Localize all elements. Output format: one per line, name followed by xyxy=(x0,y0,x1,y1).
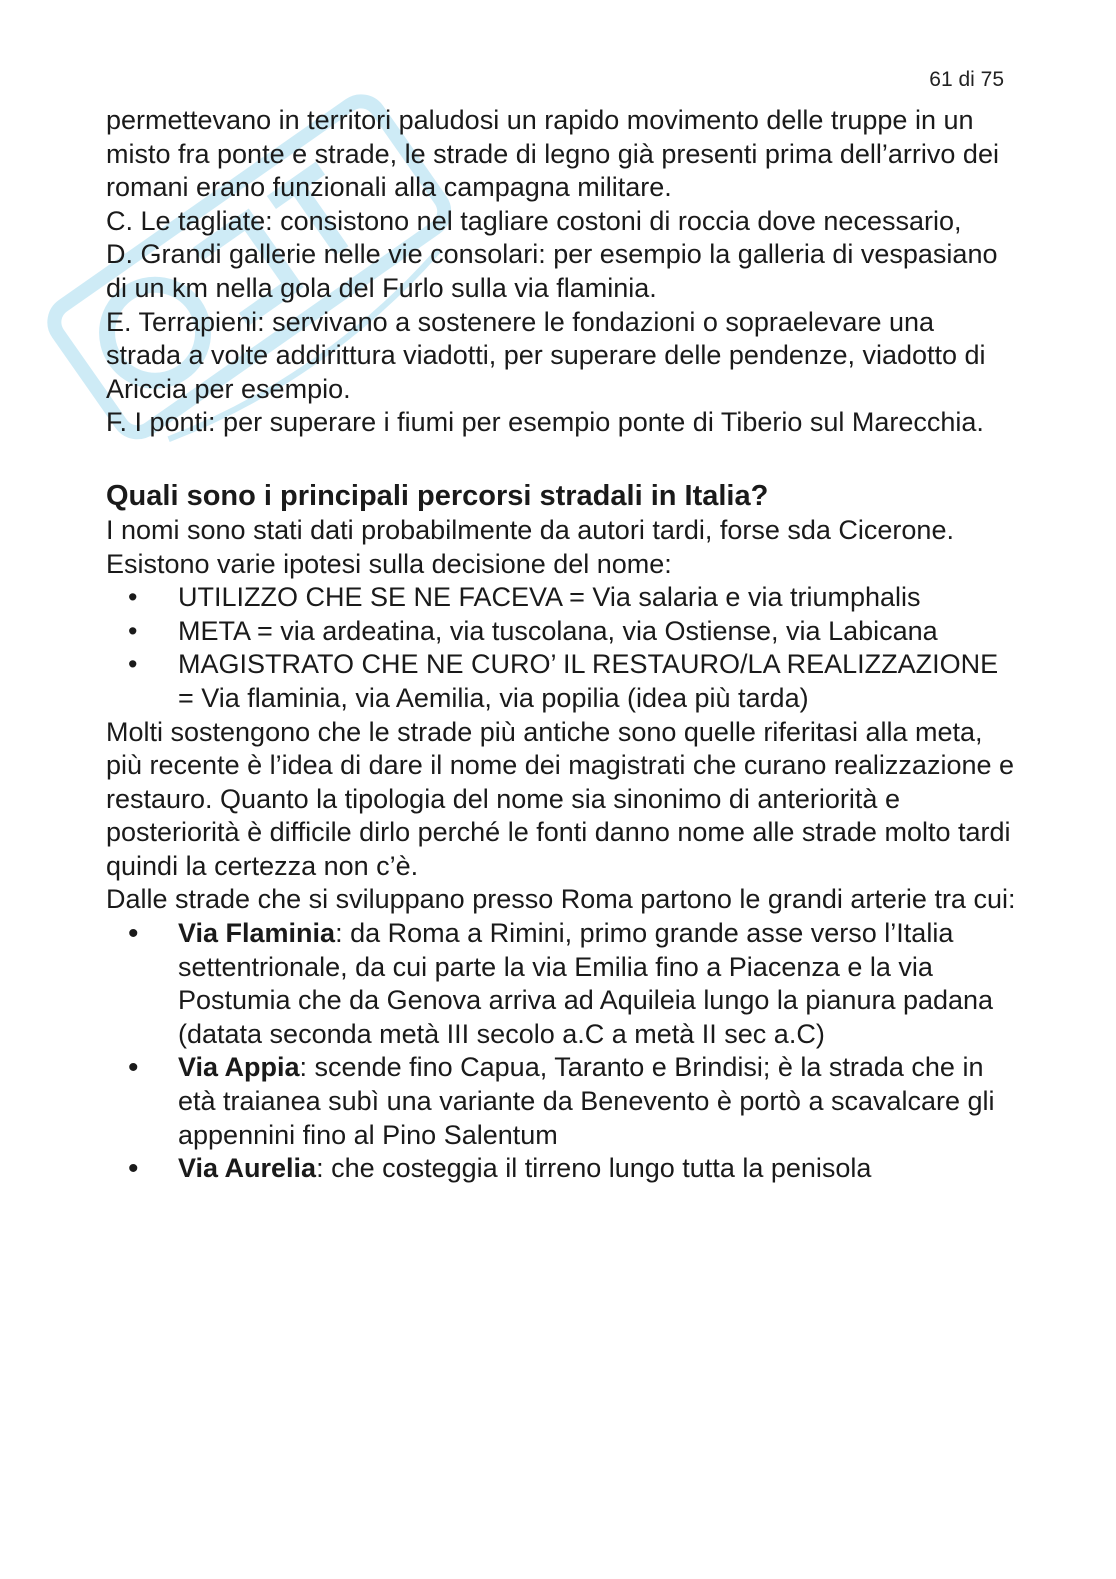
list-item xyxy=(106,581,1016,615)
road-description: : che costeggia il tirreno lungo tutta la penisola xyxy=(316,1153,872,1184)
body-paragraph: Molti sostengono che le strade più antiche sono quelle riferitasi alla meta, più recente è l’idea di dare il nome dei magistrati che curano realizzazione e restauro. Quanto la tipologia del nome sia sinonimo di anteriorità e posteriorità è difficile dirlo perché le fonti danno nome alle strade molto tardi quindi la certezza non c’è. xyxy=(106,716,1015,881)
road-name: Via Flaminia xyxy=(178,918,336,949)
main-roads-list xyxy=(106,917,1016,1186)
list-item xyxy=(106,917,1016,1051)
page-number: 61 di 75 xyxy=(929,68,1004,91)
paragraph-terrapieni: E. Terrapieni: servivano a sostenere le fondazioni o sopraelevare una strada a volte addirittura viadotti, per superare delle pendenze, viadotto di Ariccia per esempio. xyxy=(106,306,986,404)
list-item-text: UTILIZZO CHE SE NE FACEVA = Via salaria e via triumphalis xyxy=(178,582,921,613)
paragraph-ponti: F. I ponti: per superare i fiumi per esempio ponte di Tiberio sul Marecchia. xyxy=(106,407,984,438)
intro-paragraph: I nomi sono stati dati probabilmente da autori tardi, forse sda Cicerone. xyxy=(106,514,954,545)
road-description: : scende fino Capua, Taranto e Brindisi; è la strada che in età traianea subì una variante da Benevento è portò a scavalcare gli appennini fino al Pino Salentum xyxy=(178,1052,995,1150)
section-heading: Quali sono i principali percorsi stradali in Italia? xyxy=(106,479,769,512)
road-description: : da Roma a Rimini, primo grande asse verso l’Italia settentrionale, da cui parte la via Emilia fino a Piacenza e la via Postumia che da Genova arriva ad Aquileia lungo la pianura padana (datata seconda metà III secolo a.C a metà II sec a.C) xyxy=(178,918,994,1049)
paragraph-gallerie: D. Grandi gallerie nelle vie consolari: per esempio la galleria di vespasiano di un km nella gola del Furlo sulla via flaminia. xyxy=(106,239,998,303)
naming-hypotheses-list xyxy=(106,581,1016,715)
list-item xyxy=(106,648,1016,715)
list-item xyxy=(106,1152,1016,1186)
bullet-icon: • xyxy=(128,615,138,646)
bullet-icon: • xyxy=(128,1051,139,1085)
intro-paragraph: Esistono varie ipotesi sulla decisione del nome: xyxy=(106,548,672,579)
bullet-icon: • xyxy=(128,1152,139,1186)
bullet-icon: • xyxy=(128,582,138,613)
list-item-text: MAGISTRATO CHE NE CURO’ IL RESTAURO/LA REALIZZAZIONE = Via flaminia, via Aemilia, via popilia (idea più tarda) xyxy=(178,649,999,713)
paragraph-continuation: permettevano in territori paludosi un rapido movimento delle truppe in un misto fra ponte e strade, le strade di legno già presenti prima dell’arrivo dei romani erano funzionali alla campagna militare. xyxy=(106,105,999,203)
list-item xyxy=(106,1051,1016,1152)
road-name: Via Aurelia xyxy=(178,1153,317,1184)
list-item-text: META = via ardeatina, via tuscolana, via Ostiense, via Labicana xyxy=(178,615,938,646)
bullet-icon: • xyxy=(128,649,138,680)
body-paragraph: Dalle strade che si sviluppano presso Roma partono le grandi arterie tra cui: xyxy=(106,884,1016,915)
bullet-icon: • xyxy=(128,917,139,951)
list-item xyxy=(106,615,1016,649)
page-content xyxy=(106,104,1016,1186)
road-name: Via Appia xyxy=(178,1052,300,1083)
paragraph-tagliate: C. Le tagliate: consistono nel tagliare costoni di roccia dove necessario, xyxy=(106,205,962,236)
